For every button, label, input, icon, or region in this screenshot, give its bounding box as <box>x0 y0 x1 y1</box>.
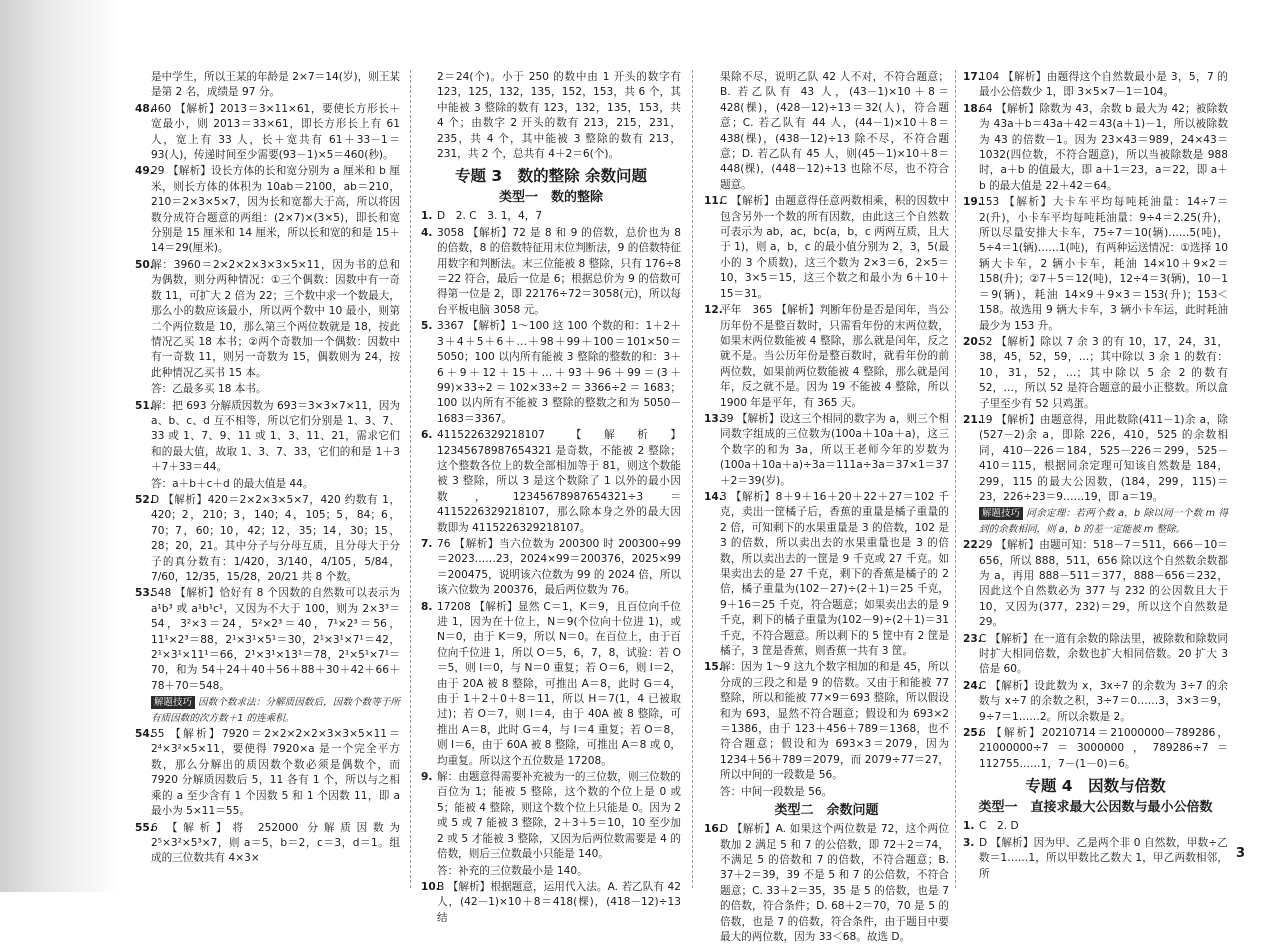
answer-text: 果除不尽，说明乙队 42 人不对，不符合题意；B. 若乙队有 43 人，(43－1)×10＋8＝428(棵)，(428－12)÷13＝32(人)，符合题意；C. 若乙队有 44 人，(44－1)×10＋8＝438(棵)，(438－12)÷13 除不尽，不符合题意；D. 若乙队有 45 人，则(45－1)×10＋8＝448(棵)，(448－12)÷13 也除不尽，也不符合题意。 <box>720 71 949 191</box>
answer-text: 答：a＋b＋c＋d 的最大值是 44。 <box>151 477 314 490</box>
answer-text: D 【解析】因为甲、乙是两个非 0 自然数，甲数÷乙数＝1……1，所以甲数比乙数大 1，甲乙两数相邻，所 <box>979 836 1228 880</box>
answer-text: 104 【解析】由题得这个自然数最小是 3，5，7 的最小公倍数少 1，即 3×5×7－1＝104。 <box>979 71 1228 99</box>
column-divider <box>692 70 693 888</box>
answer-item <box>704 660 949 783</box>
question-number: 1. <box>421 210 433 223</box>
question-number: 54. <box>135 728 154 741</box>
answer-item <box>135 727 400 819</box>
answer-item <box>704 490 949 659</box>
column-4 <box>963 70 1228 888</box>
answer-text: 460 【解析】2013＝3×11×61，要使长方形长＋宽最小，则 2013＝33×61，即长方形长上有 61 人，宽上有 33 人，长＋宽共有 61＋33－1＝93(人)，传递时间至少需要(93－1)×5＝460(秒)。 <box>151 102 400 162</box>
answer-text: B 【解析】根据题意，运用代入法。A. 若乙队有 42 人，(42－1)×10＋8＝418(棵)，(418－12)÷13 结 <box>437 880 681 924</box>
answer-text: D 【解析】420＝2×2×3×5×7，420 约数有 1，420；2，210；3，140；4，105；5，84；6，70；7，60；10，42；12，35；14，30；15，28；20，21。其中分子与分母互质，且分母大于分子的真分数有：1/420，3/140，4/105，5/84，7/60，12/35，15/28，20/21 共 8 个数。 <box>151 493 400 583</box>
answer-item <box>421 319 681 427</box>
answer-text: 6 【解析】20210714＝21000000－789286，21000000÷7＝3000000，789286÷7＝112755……1，7－(1－0)＝6。 <box>979 727 1228 770</box>
answer-item <box>421 864 681 879</box>
answer-item <box>963 726 1228 772</box>
question-number: 50. <box>135 258 154 271</box>
question-number: 20. <box>963 335 982 348</box>
answer-text: 39 【解析】设这三个相同的数字为 a，则三个相同数字组成的三位数为(100a＋10a＋a)，这三个数字的和为 3a，所以王老师今年的岁数为(100a＋10a＋a)÷3a＝111a÷3a＝37×1＝37＋2＝39(岁)。 <box>720 412 949 487</box>
answer-text: 153 【解析】大卡车平均每吨耗油量：14÷7＝2(升)，小卡车平均每吨耗油量：9÷4＝2.25(升)，所以尽量安排大卡车，75÷7＝10(辆)……5(吨)，5÷4＝1(辆)……1(吨)，有两种运送情况：①选择 10 辆大卡车，2 辆小卡车，耗油 14×10＋9×2＝158(升)；②7＋5＝12(吨)，12÷4＝3(辆)，10－1＝9(辆)，耗油 14×9＋9×3＝153(升)；153＜158。故选用 9 辆大卡车，3 辆小卡车运，此时耗油最少为 153 升。 <box>979 196 1228 332</box>
question-number: 48. <box>135 102 154 115</box>
answer-item <box>963 538 1228 630</box>
answer-text: 3058 【解析】72 是 8 和 9 的倍数，总价也为 8 的倍数，8 的倍数特征用末位判断法，9 的倍数特征用数字和判断法。末三位能被 8 整除，只有 176÷8＝22 符合，最后一位是 6；根据总价为 9 的倍数可得第一位是 2，即 22176÷72＝3058(元)，所以每台平板电脑 3058 元。 <box>437 226 681 316</box>
answer-text: 解：因为 1～9 这九个数字相加的和是 45，所以分成的三段之和是 9 的倍数。又由于和能被 77 整除，所以和能被 77×9＝693 整除，所以假设和为 693，显然不符合题意；假设和为 693×2＝1386，由于 123＋456＋789＝1368，也不符合题意；假设和为 693×3＝2079，因为 1234＋56＋789＝2079，而 2079÷77＝27，所以中间的一段数是 56。 <box>720 661 949 782</box>
answer-item <box>704 194 949 302</box>
answer-item <box>963 70 1228 101</box>
answer-text: D 2. C 3. 1，4，7 <box>437 210 543 223</box>
answer-item <box>135 102 400 164</box>
answer-item <box>135 821 400 867</box>
question-number: 18. <box>963 102 982 115</box>
answer-item <box>135 382 400 397</box>
question-number: 51. <box>135 399 154 412</box>
question-number: 53. <box>135 587 154 600</box>
answer-text: 解：3960＝2×2×2×3×3×5×11，因为书的总和为偶数，则分两种情况：①三个偶数：因数中有一奇数 11，可扩大 2 倍为 22；三个数中求一个数最大，那么小的数应该最小，所以两个数中 10 最小，则第二个两位数是 10，那么第三个两位数就是 18，按此情况乙买 18 本书；②两个奇数加一个偶数：因数中有一奇数 11，则另一奇数为 15，偶数则为 24，按此种情况乙买书 15 本。 <box>151 258 400 379</box>
answer-item <box>135 493 400 585</box>
answer-item <box>421 600 681 769</box>
answer-text: 是中学生，所以王某的年龄是 2×7＝14(岁)，则王某是第 2 名，成绩是 97 分。 <box>151 71 400 99</box>
answer-item <box>135 477 400 492</box>
question-number: 4. <box>421 226 433 239</box>
answer-item <box>963 679 1228 725</box>
answer-text: 29 【解析】由题可知：518－7＝511，666－10＝656，所以 888，511，656 除以这个自然数余数都为 a，再用 888－511＝377，888－656＝232，因此这个自然数必为 377 与 232 的公因数且大于 10，又因为(377，232)＝29，所以这个自然数是 29。 <box>979 539 1228 629</box>
answer-item <box>135 399 400 476</box>
question-number: 19. <box>963 196 982 209</box>
question-number: 13. <box>704 412 723 425</box>
column-divider <box>955 70 956 888</box>
answer-item <box>704 303 949 411</box>
section-subtitle: 类型二 余数问题 <box>774 803 879 819</box>
answer-item <box>963 819 1228 834</box>
question-number: 1. <box>963 820 975 833</box>
answer-text: 解：把 693 分解质因数为 693＝3×3×7×11，因为 a、b、c、d 互不相等，所以它们分别是 1、3、7、33 或 1、7、9、11 或 1、3、11、21，需求它们和的最大值，故取 1、3、7、33，它们的和是 1＋3＋7＋33＝44。 <box>151 399 400 474</box>
section-title: 专题 4 因数与倍数 <box>1025 777 1166 796</box>
question-number: 12. <box>704 304 723 317</box>
column-3 <box>704 70 949 943</box>
question-number: 49. <box>135 165 154 178</box>
answer-text: 答：中间一段数是 56。 <box>720 785 833 798</box>
answer-text: C 【解析】在一道有余数的除法里，被除数和除数同时扩大相同倍数，余数也扩大相同倍数。20 扩大 3 倍是 60。 <box>979 632 1228 676</box>
answer-text: 3 【解析】8＋9＋16＋20＋22＋27＝102 千克，卖出一筐橘子后，香蕉的重量是橘子重量的 2 倍，可知剩下的水果重量是 3 的倍数，102 是 3 的倍数，所以卖出去的水果重量也是 3 的倍数，所以卖出去的一筐是 9 千克或 27 千克。如果卖出去的是 27 千克，剩下的香蕉是橘子的 2 倍，橘子重量为(102－27)÷(2＋1)＝25 千克，9＋16＝25 千克，符合题意；如果卖出去的是 9 千克，剩下的橘子重量为(102－9)÷(2＋1)＝31 千克，不符合题意。所以剩下的 5 筐中有 2 筐是橘子，3 筐是香蕉，则香蕉一共有 3 筐。 <box>720 490 949 658</box>
answer-item <box>963 195 1228 334</box>
question-number: 14. <box>704 490 723 503</box>
answer-item <box>963 335 1228 412</box>
answer-text: 平年 365 【解析】判断年份是否是闰年，当公历年份不是整百数时，只需看年份的末两位数，如果末两位数能被 4 整除，那么就是闰年，反之就不是。当公历年份是整百数时，就看年份的前两位数，如果前两位数能被 4 整除，那么就是闰年，反之就不是。因为 19 不能被 4 整除，所以 1900 年是平年，有 365 天。 <box>720 304 949 409</box>
question-number: 55. <box>135 821 154 834</box>
answer-item <box>135 695 400 726</box>
question-number: 11. <box>704 195 723 208</box>
answer-text: 76 【解析】当六位数为 200300 时 200300÷99＝2023……23，2024×99＝200376，2025×99＝200475，说明该六位数为 99 的 2024 倍，所以该六位数为 200376，最后两位数为 76。 <box>437 537 681 597</box>
column-1 <box>135 70 400 888</box>
question-number: 8. <box>421 600 433 613</box>
answer-text: D 【解析】A. 如果这个两位数是 72，这个两位数加 2 满足 5 和 7 的公倍数，即 72＋2＝74，不满足 5 的倍数和 7 的倍数，不符合题意；B. 37＋2＝39，39 不是 5 和 7 的公倍数，不符合题意；C. 33＋2＝35，35 是 5 的倍数，也是 7 的倍数，符合条件；D. 68＋2＝70，70 是 5 的倍数，也是 7 的倍数，符合条件，由于题目中要最大的两位数，因为 33＜68。故选 D。 <box>720 823 949 943</box>
answer-item <box>135 586 400 694</box>
answer-item <box>421 226 681 318</box>
answer-text: 2＝24(个)。小于 250 的数中由 1 开头的数字有 123，125，132，135，152，153，共 6 个，其中能被 3 整除的数有 123，132，135，153，共 4 个；由数字 2 开头的数有 213，215，231，235，共 4 个，其中能被 3 整除的数有 213，231，共 2 个，总共有 4＋2＝6(个)。 <box>437 71 681 161</box>
answer-text: 29 【解析】设长方体的长和宽分别为 a 厘米和 b 厘米，则长方体的体积为 10ab＝2100，ab＝210，210＝2×3×5×7，因为长和宽都大于高，所以将因数分成符合题意的两组：(2×7)×(3×5)，即长和宽分别是 15 厘米和 14 厘米，所以长和宽的和是 15＋14＝29(厘米)。 <box>151 165 400 255</box>
question-number: 23. <box>963 632 982 645</box>
answer-item <box>704 70 949 193</box>
answer-text: 4115226329218107 【解析】12345678987654321 是奇数，不能被 2 整除；这个整数各位上的数全部相加等于 81，则这个数能被 3 整除，所以 3 是这个数除了 1 以外的最小因数，12345678987654321÷3＝4115226329218107，那么除本身之外的最大因数即为 4115226329218107。 <box>437 429 681 534</box>
question-number: 15. <box>704 661 723 674</box>
section-subtitle: 类型一 直接求最大公因数与最小公倍数 <box>978 800 1213 816</box>
question-number: 25. <box>963 727 982 740</box>
answer-text: 答：补充的三位数最小是 140。 <box>437 864 588 877</box>
answer-text: 解：由题意得需要补充被为一的三位数，则三位数的百位为 1；能被 5 整除，这个数的个位上是 0 或 5；能被 4 整除，则这个数个位上只能是 0。因为 2 或 5 或 7 能被 3 整除，2＋3＋5＝10，10 至少加 2 或 5 才能被 3 整除，又因为后两位数需要是 4 的倍数，则后三位数最小只能是 140。 <box>437 771 681 861</box>
answer-text: 64 【解析】除数为 43，余数 b 最大为 42；被除数为 43a＋b＝43a＋42＝43(a＋1)－1，所以被除数为 43 的倍数－1。因为 23×43＝989，24×43＝1032(四位数，不符合题意)，所以当被除数是 988 时，a＋b 的值最大，即 a＋1＝23，a＝22，即 a＋b 的最大值是 22＋42＝64。 <box>979 102 1228 192</box>
answer-item <box>963 413 1228 505</box>
answer-item <box>963 836 1228 882</box>
question-number: 7. <box>421 537 433 550</box>
answer-item <box>421 537 681 599</box>
answer-item <box>135 258 400 381</box>
answer-text: 答：乙最多买 18 本书。 <box>151 383 267 396</box>
answer-item <box>135 164 400 256</box>
column-divider <box>410 70 411 888</box>
tip-badge: 解题技巧 <box>151 696 195 709</box>
answer-item <box>963 506 1228 537</box>
page-number: 3 <box>1236 846 1246 861</box>
answer-item <box>421 770 681 862</box>
answer-item <box>421 209 681 224</box>
section-subtitle: 类型一 数的整除 <box>498 190 603 206</box>
answer-text: C 【解析】设此数为 x，3x÷7 的余数为 3÷7 的余数与 x÷7 的余数之积，3÷7＝0……3，3×3＝9，9÷7＝1……2。所以余数是 2。 <box>979 679 1228 723</box>
column-2 <box>421 70 681 924</box>
answer-item <box>704 412 949 489</box>
question-number: 5. <box>421 320 433 333</box>
question-number: 17. <box>963 71 982 83</box>
answer-item <box>421 70 681 162</box>
question-number: 21. <box>963 413 982 426</box>
answer-item <box>704 785 949 800</box>
answer-item <box>135 70 400 101</box>
question-number: 22. <box>963 539 982 552</box>
answer-item <box>421 428 681 536</box>
answer-text: 17208 【解析】显然 C＝1，K＝9，且百位向千位进 1，因为在十位上，N＝9(个位向十位进 1)，或 N＝0，由于 K＝9，所以 N＝0。在百位上，由于百位向千位进 1，所以 O＝5，6，7，8，试验：若 O＝5，则 I＝0，与 N＝0 重复；若 O＝6，则 I＝2，由于 20A 被 8 整除，可推出 A＝8，此时 G＝4，由于 1＋2＋0＋8＝11，所以 H＝7(1，4 已被取过)；若 O＝7，则 I＝4，由于 40A 被 8 整除，可推出 A＝8，此时 G＝4，与 I＝4 重复；若 O＝8，则 I＝6，由于 60A 被 8 整除，可推出 A＝8 或 0，均重复。所以这个五位数是 17208。 <box>437 600 681 767</box>
answer-text: 19 【解析】由题意得，用此数除(411－1)余 a，除(527－2)余 a，即除 226，410，525 的余数相同，410－226＝184，525－226＝299，525－410＝115，根据同余定理可知该自然数是 184，299，115 的最大公因数，(184，299，115)＝23，226÷23＝9……19，即 a＝19。 <box>979 413 1228 503</box>
answer-text: C 【解析】由题意得任意两数相乘，积的因数中包含另外一个数的所有因数，由此这三个自然数可表示为 ab，ac，bc(a，b，c 两两互质，且大于 1)，则 a，b，c 的最小值分别为 2，3，5(最小的 3 个质数)，这三个数为 2×3＝6，2×5＝10，3×5＝15，这三个数之和最小为 6＋10＋15＝31。 <box>720 195 949 300</box>
tip-text: 因数个数求法：分解质因数后，因数个数等于所有质因数的次方数＋1 的连乘积。 <box>151 697 400 724</box>
answer-item <box>963 102 1228 194</box>
tip-text: 同余定理：若两个数 a，b 除以同一个数 m 得到的余数相同，则 a，b 的差一定能被 m 整除。 <box>979 508 1228 535</box>
question-number: 9. <box>421 771 433 784</box>
answer-item <box>704 822 949 945</box>
question-number: 24. <box>963 679 982 692</box>
page-binding-shadow <box>0 0 120 892</box>
tip-badge: 解题技巧 <box>979 507 1023 520</box>
question-number: 3. <box>963 836 975 849</box>
answer-text: C 2. D <box>979 820 1019 833</box>
answer-text: 3367 【解析】1～100 这 100 个数的和：1＋2＋3＋4＋5＋6＋…＋98＋99＋100＝101×50＝5050；100 以内所有能被 3 整除的整数的和：3＋6＋9＋12＋15＋…＋93＋96＋99＝(3＋99)×33÷2＝102×33÷2＝3366÷2＝1683；100 以内所有不能被 3 整除的整数之和为 5050－1683＝3367。 <box>437 320 681 425</box>
answer-text: 52 【解析】除以 7 余 3 的有 10，17，24，31，38，45，52，59，…；其中除以 3 余 1 的数有：10，31，52，…；其中除以 5 余 2 的数有 52，…，所以 52 是符合题意的最小正整数。所以盒子里至少有 52 只鸡蛋。 <box>979 335 1228 410</box>
answer-text: 548 【解析】恰好有 8 个因数的自然数可以表示为 a¹b³ 或 a¹b¹c¹，又因为不大于 100，则为 2×3³＝54，3²×3＝24，5²×2³＝40，7¹×2³＝56，11¹×2³＝88，2¹×3¹×5¹＝30，2¹×3¹×7¹＝42，2¹×3¹×11¹＝66，2¹×3¹×13¹＝78，2¹×5¹×7¹＝70，和为 54＋24＋40＋56＋88＋30＋42＋66＋78＋70＝548。 <box>151 587 400 692</box>
answer-item <box>421 880 681 926</box>
question-number: 16. <box>704 823 723 836</box>
question-number: 52. <box>135 493 154 506</box>
question-number: 6. <box>421 429 433 442</box>
answer-text: 6 【解析】将 252000 分解质因数为 2⁵×3²×5³×7，则 a＝5，b＝2，c＝3，d＝1。组成的三位数共有 4×3× <box>151 821 400 865</box>
answer-item <box>963 632 1228 678</box>
question-number: 10. <box>421 880 440 893</box>
section-title: 专题 3 数的整除 余数问题 <box>454 167 648 186</box>
answer-text: 55 【解析】7920＝2×2×2×2×3×3×5×11＝2⁴×3²×5×11，要使得 7920×a 是一个完全平方数，那么分解出的质因数个数必须是偶数个，而 7920 分解质因数后 5，11 各有 1 个，所以与之相乘的 a 至少含有 1 个因数 5 和 1 个因数 11，即 a 最小为 5×11＝55。 <box>151 728 400 818</box>
